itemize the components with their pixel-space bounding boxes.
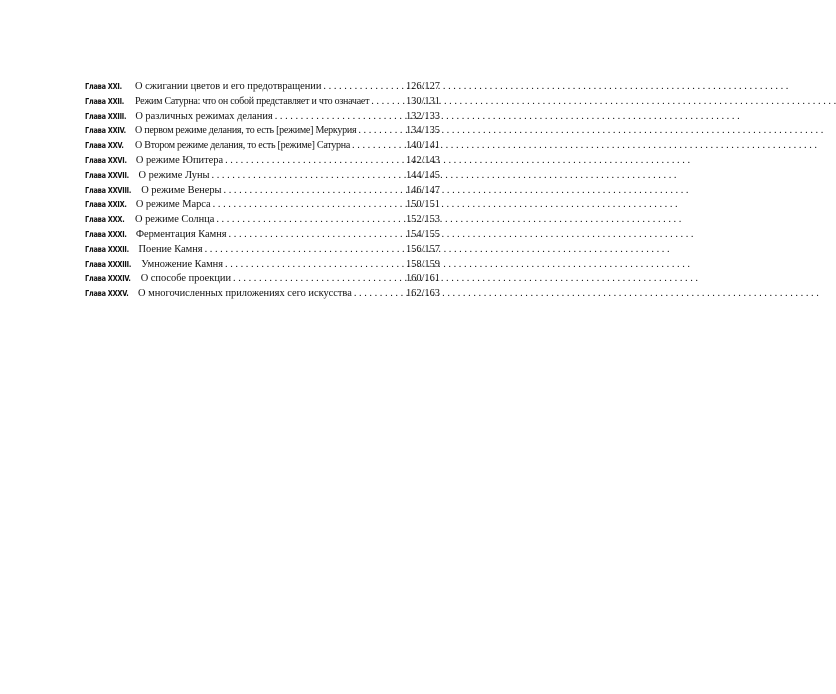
- dot-leader: [356, 124, 406, 139]
- dot-leader: [223, 154, 406, 169]
- toc-entry: [85, 228, 440, 243]
- table-of-contents: [85, 80, 440, 302]
- chapter-number: Глава XXIII.: [85, 111, 127, 121]
- chapter-number: Глава XXXIII.: [85, 259, 132, 269]
- chapter-number: Глава XXIX.: [85, 200, 127, 210]
- chapter-title: О первом режиме делания, то есть [режиме] Меркурия: [135, 125, 357, 137]
- toc-entry: [85, 272, 440, 287]
- dot-leader: [321, 80, 406, 95]
- page-numbers: 160/161: [405, 273, 440, 285]
- page-numbers: 140/141: [405, 140, 440, 152]
- chapter-number: Глава XXXII.: [85, 244, 129, 254]
- chapter-title: О режиме Солнца: [135, 214, 215, 226]
- chapter-number: Глава XXVII.: [85, 170, 129, 180]
- dot-leader: [273, 110, 406, 125]
- chapter-title: О режиме Марса: [135, 199, 211, 211]
- chapter-title: О способе проекции: [140, 273, 232, 285]
- toc-entry: [85, 213, 440, 228]
- chapter-number: Глава XXV.: [85, 141, 124, 151]
- chapter-number: Глава XXX.: [85, 215, 125, 225]
- dot-leader: [214, 213, 406, 228]
- dot-leader: [350, 139, 406, 154]
- dot-leader: [203, 243, 406, 258]
- toc-entry: [85, 80, 440, 95]
- chapter-title: Поение Камня: [138, 243, 203, 255]
- dot-leader: [222, 184, 406, 199]
- toc-entry: [85, 139, 440, 154]
- dot-leader: [211, 198, 406, 213]
- chapter-title: О различных режимах делания: [135, 110, 273, 122]
- chapter-title: О сжигании цветов и его предотвращении: [135, 81, 322, 92]
- chapter-title: О режиме Юпитера: [135, 154, 224, 166]
- chapter-number: Глава XXII.: [85, 96, 125, 106]
- toc-entry: [85, 124, 440, 139]
- page-numbers: 152/153: [405, 214, 440, 226]
- chapter-title: О режиме Венеры: [141, 184, 222, 196]
- chapter-title: О Втором режиме делания, то есть [режиме] Сатурна: [135, 140, 351, 152]
- dot-leader: [369, 95, 406, 110]
- chapter-number: Глава XXVI.: [85, 155, 127, 165]
- page-numbers: 150/151: [405, 199, 440, 211]
- toc-entry: [85, 184, 440, 199]
- chapter-number: Глава XXXIV.: [85, 274, 131, 284]
- toc-entry: [85, 95, 440, 110]
- page-numbers: 162/163: [405, 288, 440, 300]
- toc-entry: [85, 169, 440, 184]
- chapter-number: Глава XXXI.: [85, 229, 127, 239]
- page-numbers: 158/159: [405, 258, 440, 270]
- chapter-title: Ферментация Камня: [135, 228, 227, 240]
- chapter-title: Умножение Камня: [141, 258, 224, 270]
- chapter-number: Глава XXIV.: [85, 126, 126, 136]
- page-numbers: 154/155: [405, 228, 440, 240]
- chapter-title: Режим Сатурна: что он собой представляет и что означает: [135, 95, 370, 107]
- chapter-number: Глава XXI.: [85, 82, 122, 91]
- toc-entry: [85, 287, 440, 302]
- chapter-title: О многочисленных приложениях сего искусства: [138, 288, 352, 300]
- toc-entry: [85, 243, 440, 258]
- dot-leader: [210, 169, 406, 184]
- chapter-number: Глава XXXV.: [85, 289, 129, 299]
- dot-leader: [227, 228, 406, 243]
- chapter-number: Глава XXVIII.: [85, 185, 132, 195]
- dot-leader: [223, 258, 406, 273]
- toc-entry: [85, 258, 440, 273]
- page-numbers: 130/131: [405, 95, 440, 107]
- page-numbers: 126/127: [405, 81, 440, 92]
- page-numbers: 134/135: [405, 125, 440, 137]
- toc-entry: [85, 198, 440, 213]
- dot-leader: [352, 287, 406, 302]
- page-numbers: 146/147: [405, 184, 440, 196]
- page-numbers: 144/145: [405, 169, 440, 181]
- toc-entry: [85, 154, 440, 169]
- dot-leader: [231, 272, 406, 287]
- page-numbers: 132/133: [405, 110, 440, 122]
- page-numbers: 142/143: [405, 154, 440, 166]
- toc-entry: [85, 110, 440, 125]
- chapter-title: О режиме Луны: [138, 169, 210, 181]
- page-numbers: 156/157: [405, 243, 440, 255]
